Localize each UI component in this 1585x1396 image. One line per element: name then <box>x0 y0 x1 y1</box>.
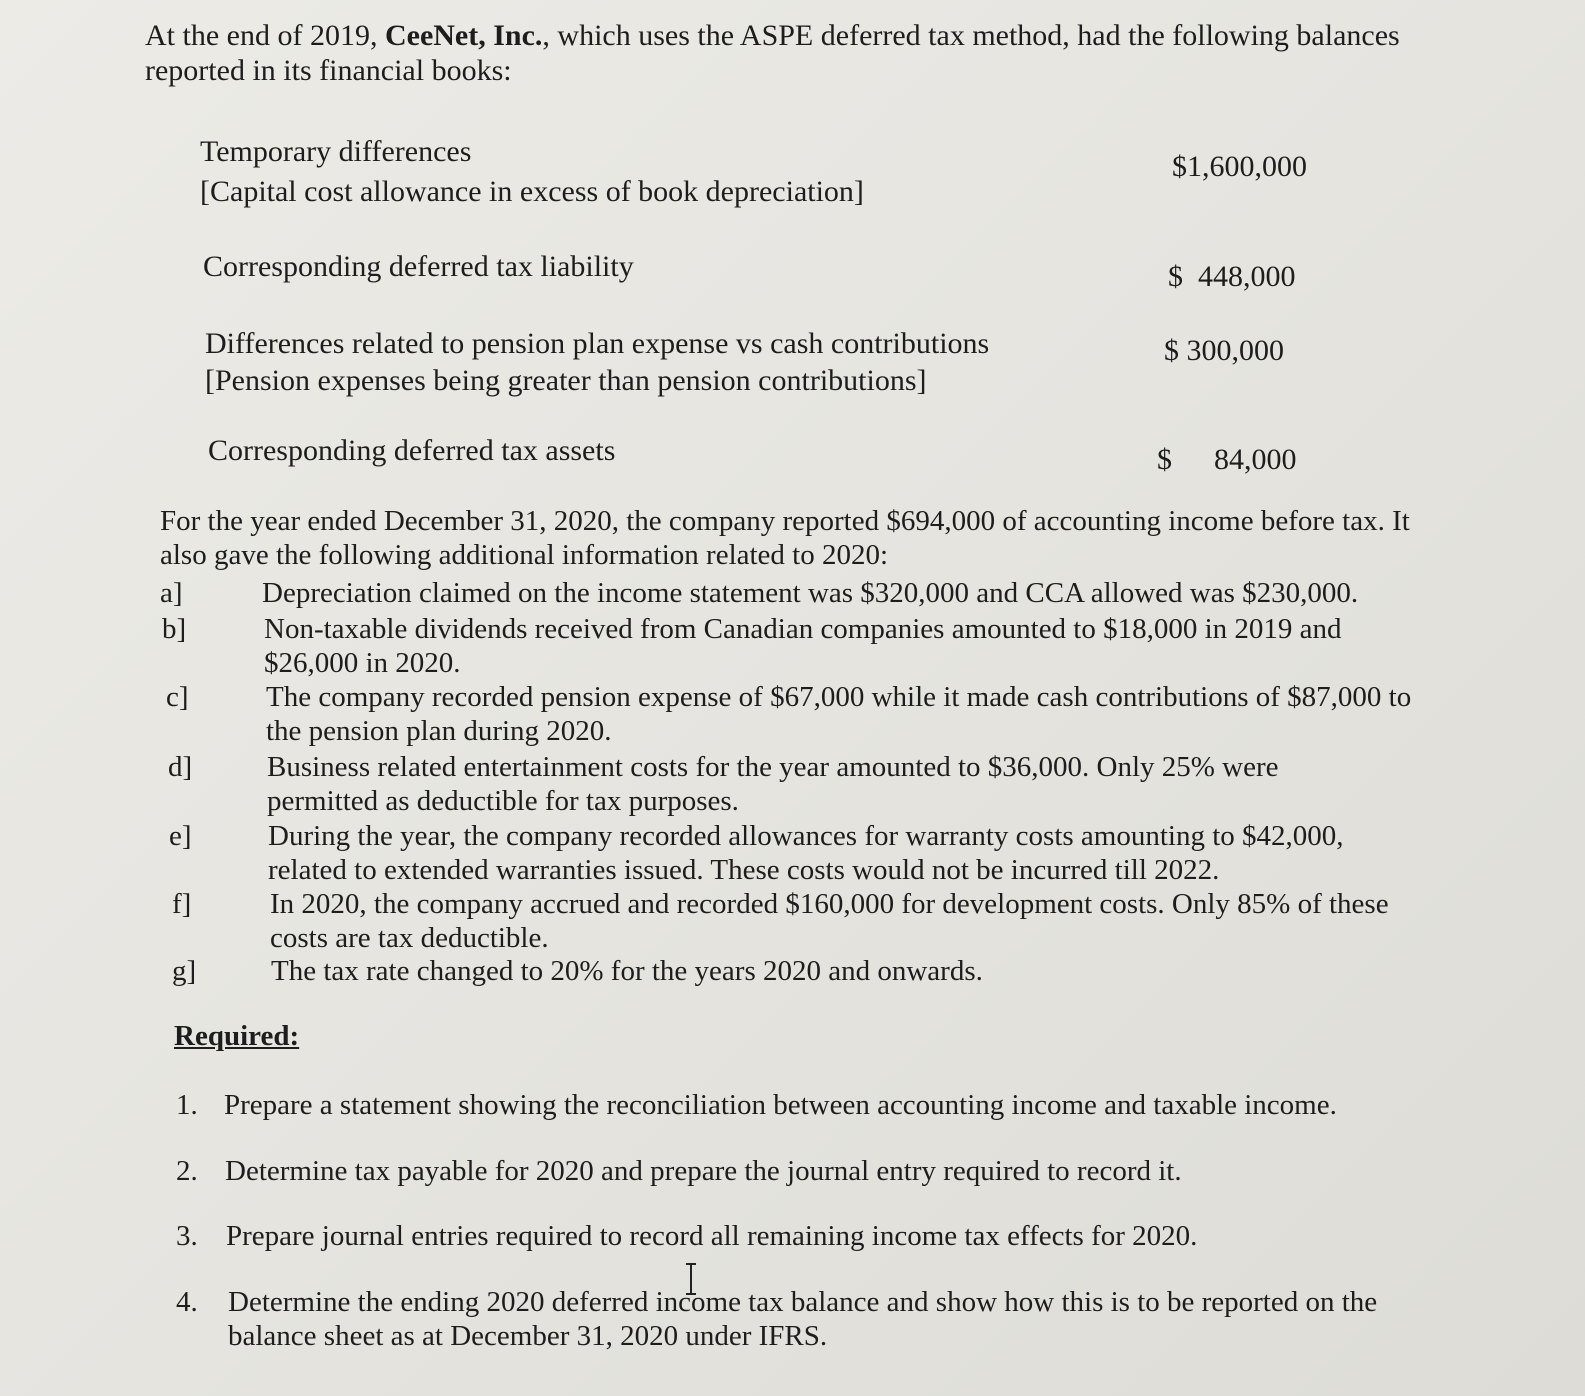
required-number: 4. <box>176 1286 198 1318</box>
required-number: 2. <box>176 1155 198 1187</box>
year-paragraph: For the year ended December 31, 2020, the company reported $694,000 of accounting income before tax. It also gave the following additional information related to 2020: <box>160 505 1410 571</box>
required-text: Determine the ending 2020 deferred income tax balance and show how this is to be reported on the balance sheet as at December 31, 2020 under IFRS. <box>228 1286 1378 1352</box>
item-text: In 2020, the company accrued and recorded $160,000 for development costs. Only 85% of these costs are tax deductible. <box>270 888 1389 954</box>
item-marker: e] <box>169 820 192 852</box>
intro-prefix: At the end of 2019, <box>145 19 385 52</box>
balance-currency-symbol: $ <box>1157 443 1172 476</box>
item-text: During the year, the company recorded allowances for warranty costs amounting to $42,000, related to extended warranties issued. These costs would not be incurred till 2022. <box>268 820 1344 886</box>
intro-paragraph <box>145 18 1475 88</box>
item-marker: c] <box>166 681 189 713</box>
balance-sublabel: [Pension expenses being greater than pension contributions] <box>205 364 927 397</box>
required-text: Prepare a statement showing the reconciliation between accounting income and taxable income. <box>224 1089 1337 1121</box>
balance-value: $ 300,000 <box>1164 334 1284 367</box>
required-text: Determine tax payable for 2020 and prepare the journal entry required to record it. <box>225 1155 1182 1187</box>
required-heading: Required: <box>174 1020 300 1052</box>
balance-value: $1,600,000 <box>1172 150 1307 183</box>
balance-label: Temporary differences <box>200 135 472 168</box>
item-text: Business related entertainment costs for the year amounted to $36,000. Only 25% were permitted as deductible for tax purposes. <box>267 751 1279 817</box>
balance-value: 84,000 <box>1214 443 1297 476</box>
intro-suffix: , which uses the ASPE deferred tax method, had the following balances reported in its financial books: <box>145 19 1400 87</box>
item-text: The tax rate changed to 20% for the years 2020 and onwards. <box>271 955 983 987</box>
required-number: 3. <box>176 1220 198 1252</box>
item-marker: b] <box>162 613 187 645</box>
balance-label: Corresponding deferred tax assets <box>208 434 616 467</box>
item-marker: d] <box>168 751 193 783</box>
balance-sublabel: [Capital cost allowance in excess of book depreciation] <box>200 175 864 208</box>
item-marker: a] <box>160 577 183 609</box>
balance-label: Corresponding deferred tax liability <box>203 250 634 283</box>
item-text: Depreciation claimed on the income statement was $320,000 and CCA allowed was $230,000. <box>262 577 1359 609</box>
text-cursor-icon <box>684 1262 698 1296</box>
item-marker: g] <box>172 955 197 987</box>
required-number: 1. <box>176 1089 198 1121</box>
company-name: CeeNet, Inc. <box>384 19 543 52</box>
item-marker: f] <box>172 888 192 920</box>
balance-value: $ 448,000 <box>1168 260 1296 293</box>
balance-label: Differences related to pension plan expense vs cash contributions <box>205 327 990 360</box>
required-text: Prepare journal entries required to record all remaining income tax effects for 2020. <box>226 1220 1198 1252</box>
item-text: The company recorded pension expense of $67,000 while it made cash contributions of $87,000 to the pension plan during 2020. <box>266 681 1412 747</box>
item-text: Non-taxable dividends received from Canadian companies amounted to $18,000 in 2019 and $26,000 in 2020. <box>264 613 1342 679</box>
